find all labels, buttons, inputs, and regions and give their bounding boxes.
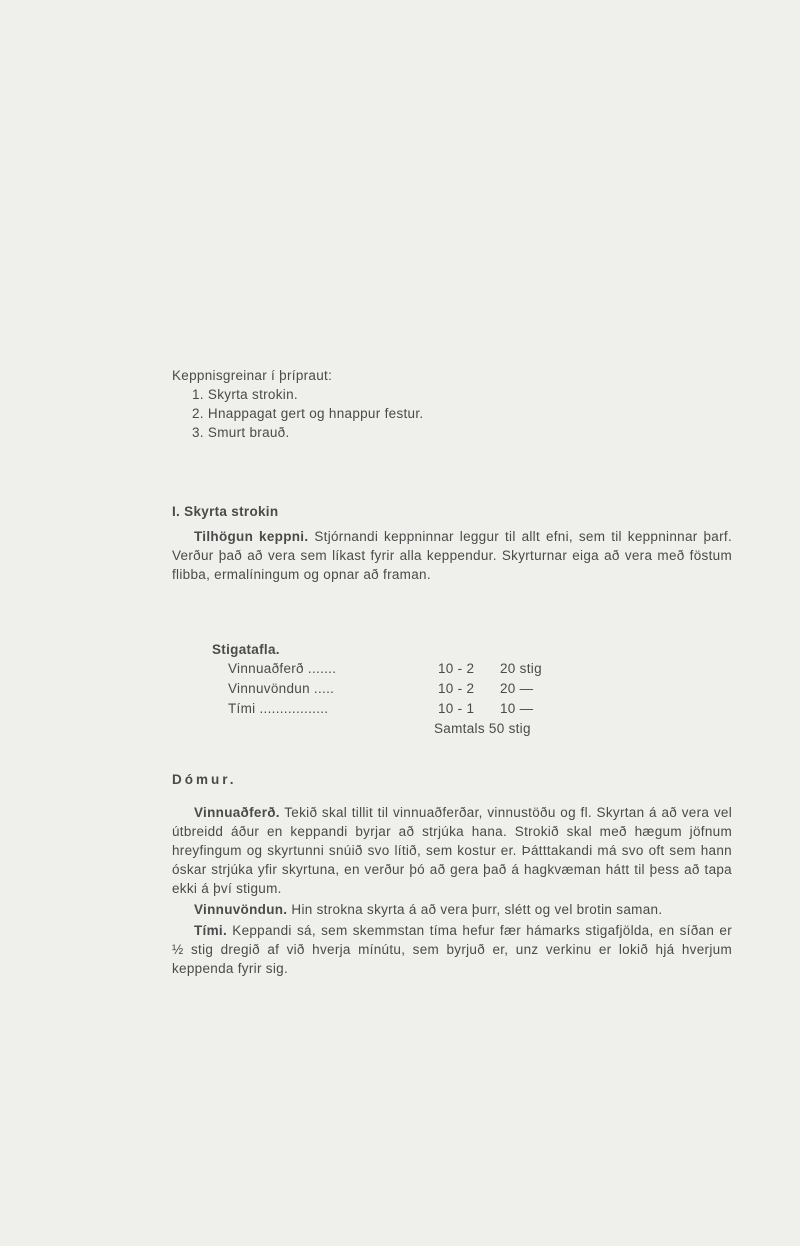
score-table-title: Stigatafla. <box>212 642 280 657</box>
paragraph-lead: Tími. <box>194 923 228 938</box>
paragraph <box>172 527 732 584</box>
intro-item: 2. Hnappagat gert og hnappur festur. <box>192 406 424 421</box>
row-range: 10 - 2 <box>438 661 475 676</box>
paragraph-lead: Tilhögun keppni. <box>194 529 309 544</box>
row-label: Tími ................. <box>228 701 329 716</box>
table-row <box>228 659 580 679</box>
intro-heading: Keppnisgreinar í þrípraut: <box>172 368 333 383</box>
paragraph-text: Hin strokna skyrta á að vera þurr, slétt og vel brotin saman. <box>291 902 663 917</box>
section-heading: I. Skyrta strokin <box>172 504 279 519</box>
score-table <box>172 640 732 739</box>
paragraph-text: Tekið skal tillit til vinnuaðferðar, vinnustöðu og fl. Skyrtan á að vera vel útbreidd áður en keppandi byrjar að strjúka hana. Strokið skal með hægum jöfnum hreyfingum og skyrtunni snúið svo lítið, sem kostur er. Þátttakandi má svo oft sem hann óskar strjúka yfir skyrtuna, en verður þó að gera það á hagkvæman hátt til þess að tapa ekki á því stigum. <box>172 805 732 896</box>
paragraph <box>172 803 732 898</box>
row-points: 10 — <box>500 701 534 716</box>
table-row <box>228 699 580 719</box>
paragraph-text: Keppandi sá, sem skemmstan tíma hefur fær hámarks stigafjölda, en síðan er ½ stig dregið af við hverja mínútu, sem byrjuð er, unz verkinu er lokið hjá hverjum keppenda fyrir sig. <box>172 923 732 976</box>
paragraph-lead: Vinnuaðferð. <box>194 805 280 820</box>
row-points: 20 stig <box>500 661 542 676</box>
intro-item: 1. Skyrta strokin. <box>192 387 298 402</box>
paragraph-text: Stjórnandi keppninnar leggur til allt efni, sem til keppninnar þarf. Verður það að vera sem líkast fyrir alla keppendur. Skyrturnar eiga að vera með föstum flibba, ermalíningum og opnar að framan. <box>172 529 732 582</box>
row-label: Vinnuvöndun ..... <box>228 681 335 696</box>
section-heading: Dómur. <box>172 772 237 787</box>
paragraph-lead: Vinnuvöndun. <box>194 902 288 917</box>
paragraph <box>172 900 732 919</box>
score-rows <box>228 659 580 719</box>
score-total: Samtals 50 stig <box>434 721 531 736</box>
intro-list <box>172 366 732 442</box>
intro-item: 3. Smurt brauð. <box>192 425 290 440</box>
row-points: 20 — <box>500 681 534 696</box>
row-label: Vinnuaðferð ....... <box>228 661 337 676</box>
paragraph <box>172 921 732 978</box>
table-row <box>228 679 580 699</box>
section-domur <box>172 770 732 980</box>
section-skyrta <box>172 502 732 584</box>
row-range: 10 - 1 <box>438 701 475 716</box>
row-range: 10 - 2 <box>438 681 475 696</box>
